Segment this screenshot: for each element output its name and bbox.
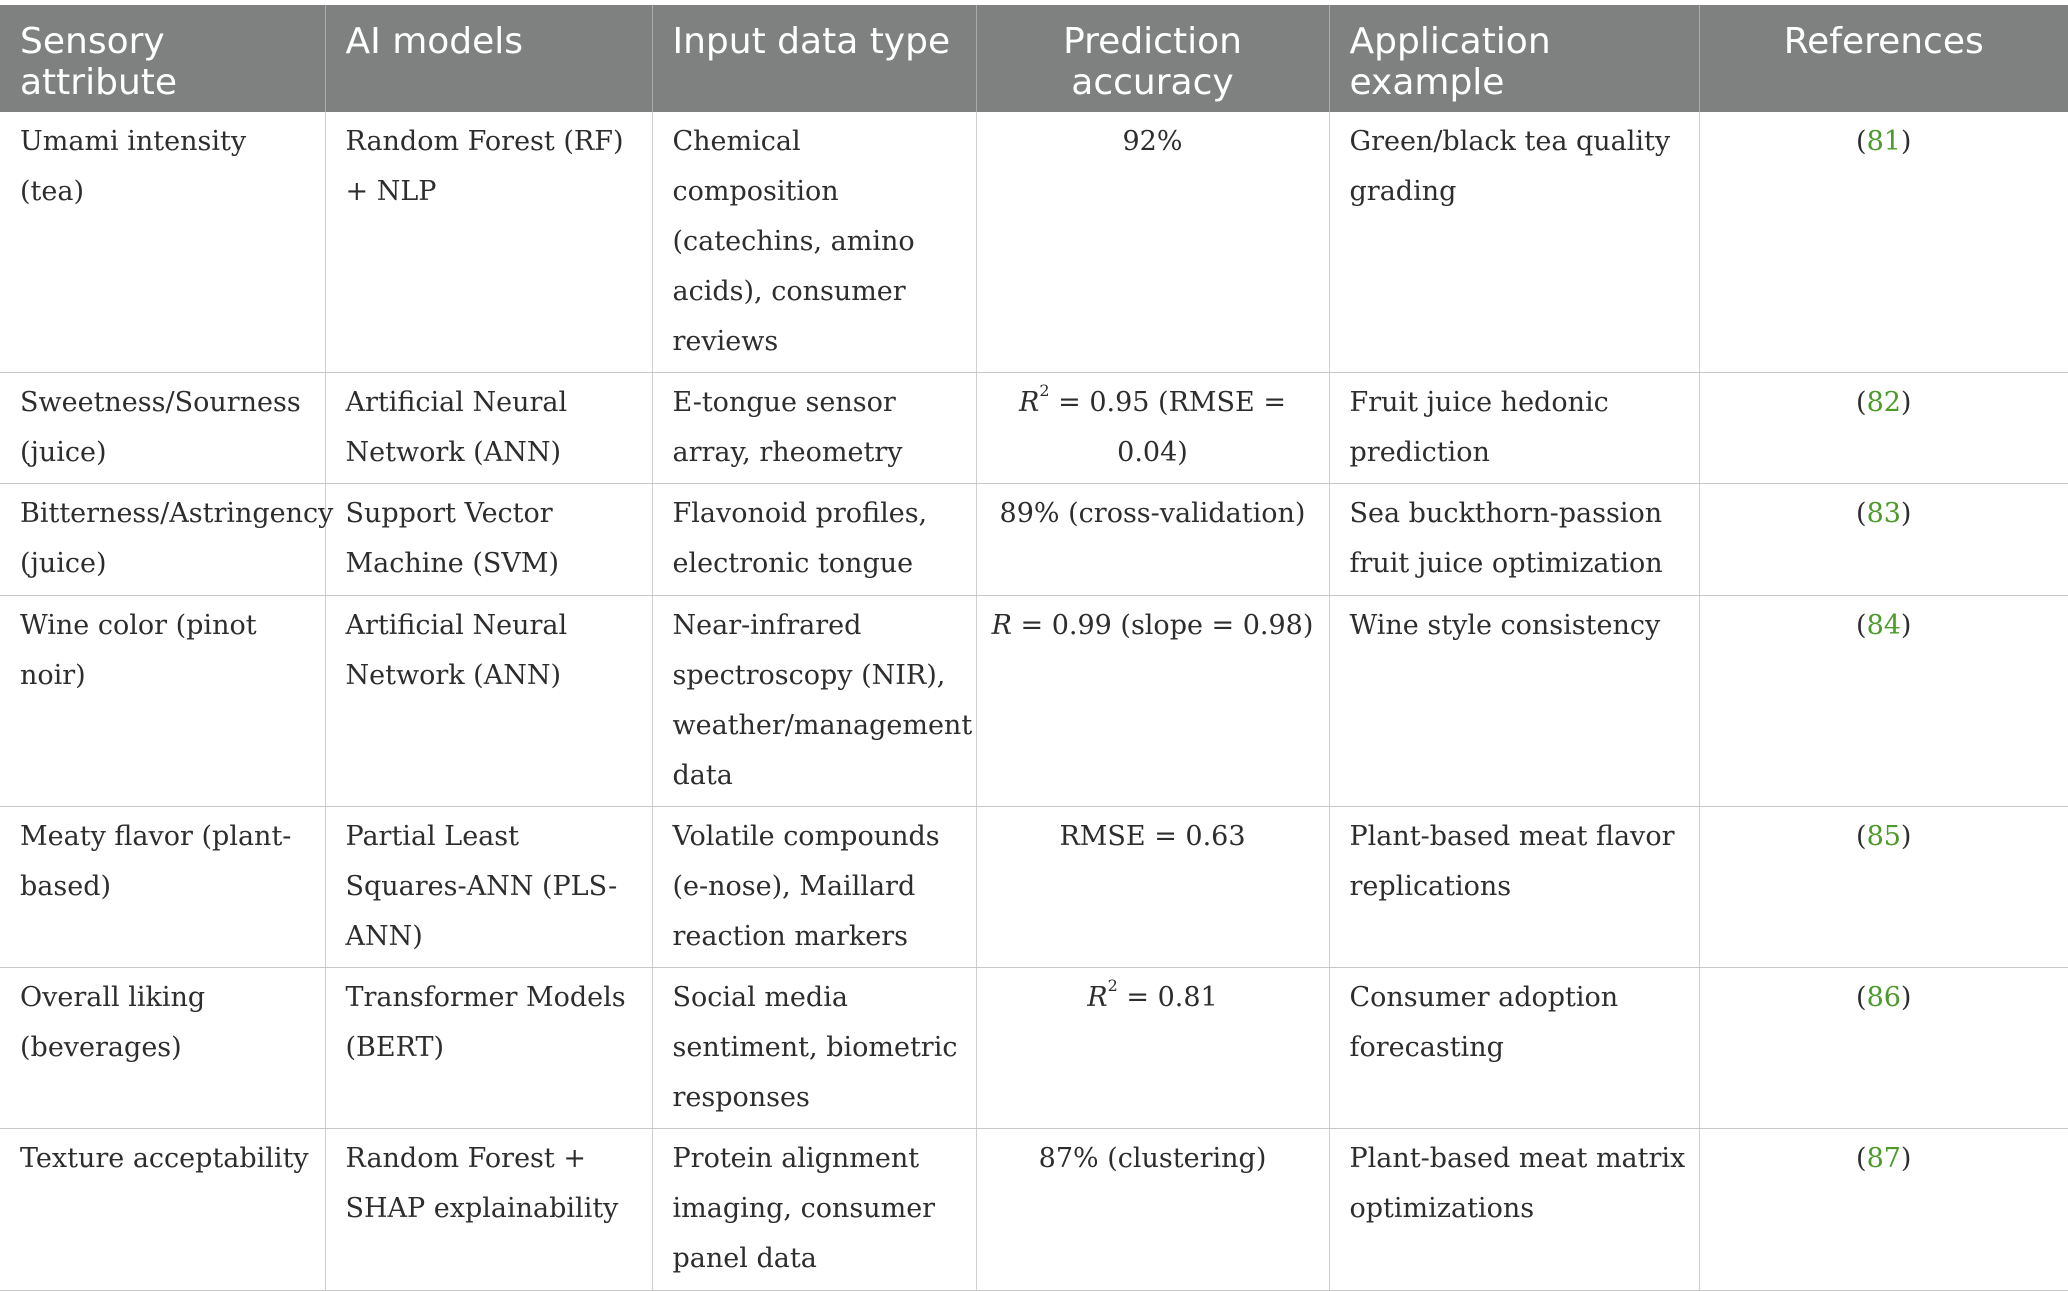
cell-input-data-type: Social media sentiment, biometric responses xyxy=(652,968,976,1129)
cell-input-data-type: Protein alignment imaging, consumer panel data xyxy=(652,1129,976,1291)
table-row xyxy=(0,596,2068,807)
accuracy-symbol: R xyxy=(1087,982,1108,1013)
reference-link[interactable]: 81 xyxy=(1866,126,1901,157)
table-header xyxy=(0,5,2068,112)
header-references: References xyxy=(1699,5,2068,112)
cell-application-example: Plant-based meat flavor replications xyxy=(1329,807,1699,968)
cell-reference: (86) xyxy=(1699,968,2068,1129)
accuracy-symbol: R xyxy=(991,610,1012,641)
cell-reference: (85) xyxy=(1699,807,2068,968)
accuracy-value: = 0.99 (slope = 0.98) xyxy=(1011,610,1314,641)
cell-application-example: Green/black tea quality grading xyxy=(1329,112,1699,373)
cell-sensory-attribute: Sweetness/Sourness (juice) xyxy=(0,373,325,484)
cell-ai-model: Random Forest (RF) + NLP xyxy=(325,112,652,373)
header-input-data-type: Input data type xyxy=(652,5,976,112)
cell-application-example: Consumer adoption forecasting xyxy=(1329,968,1699,1129)
reference-link[interactable]: 85 xyxy=(1866,821,1901,852)
reference-link[interactable]: 82 xyxy=(1866,387,1901,418)
cell-sensory-attribute: Texture acceptability xyxy=(0,1129,325,1291)
cell-ai-model: Support Vector Machine (SVM) xyxy=(325,484,652,596)
cell-application-example: Wine style consistency xyxy=(1329,596,1699,807)
cell-sensory-attribute: Bitterness/Astringency (juice) xyxy=(0,484,325,596)
header-ai-models: AI models xyxy=(325,5,652,112)
cell-reference: (81) xyxy=(1699,112,2068,373)
cell-input-data-type: Near-infrared spectroscopy (NIR), weather/management data xyxy=(652,596,976,807)
cell-reference: (82) xyxy=(1699,373,2068,484)
cell-sensory-attribute: Wine color (pinot noir) xyxy=(0,596,325,807)
cell-reference: (83) xyxy=(1699,484,2068,596)
cell-prediction-accuracy: 89% (cross-validation) xyxy=(976,484,1329,596)
cell-input-data-type: Chemical composition (catechins, amino acids), consumer reviews xyxy=(652,112,976,373)
cell-ai-model: Transformer Models (BERT) xyxy=(325,968,652,1129)
accuracy-value: = 0.81 xyxy=(1117,982,1218,1013)
accuracy-superscript: 2 xyxy=(1039,381,1050,400)
cell-input-data-type: Volatile compounds (e-nose), Maillard reaction markers xyxy=(652,807,976,968)
cell-reference: (84) xyxy=(1699,596,2068,807)
cell-ai-model: Artificial Neural Network (ANN) xyxy=(325,596,652,807)
cell-input-data-type: E-tongue sensor array, rheometry xyxy=(652,373,976,484)
cell-prediction-accuracy xyxy=(976,373,1329,484)
reference-link[interactable]: 84 xyxy=(1866,610,1901,641)
cell-prediction-accuracy: 92% xyxy=(976,112,1329,373)
table-row xyxy=(0,112,2068,373)
cell-reference: (87) xyxy=(1699,1129,2068,1291)
cell-prediction-accuracy: 87% (clustering) xyxy=(976,1129,1329,1291)
cell-sensory-attribute: Umami intensity (tea) xyxy=(0,112,325,373)
ai-sensory-prediction-table xyxy=(0,5,2068,1291)
cell-ai-model: Random Forest + SHAP explainability xyxy=(325,1129,652,1291)
accuracy-value: = 0.95 (RMSE = 0.04) xyxy=(1049,387,1286,468)
table-row xyxy=(0,1129,2068,1291)
cell-application-example: Sea buckthorn-passion fruit juice optimization xyxy=(1329,484,1699,596)
cell-input-data-type: Flavonoid profiles, electronic tongue xyxy=(652,484,976,596)
header-prediction-accuracy: Prediction accuracy xyxy=(976,5,1329,112)
cell-ai-model: Partial Least Squares-ANN (PLS-ANN) xyxy=(325,807,652,968)
cell-prediction-accuracy xyxy=(976,596,1329,807)
accuracy-symbol: R xyxy=(1019,387,1040,418)
cell-sensory-attribute: Meaty flavor (plant-based) xyxy=(0,807,325,968)
header-application-example: Application example xyxy=(1329,5,1699,112)
accuracy-superscript: 2 xyxy=(1107,976,1118,995)
cell-prediction-accuracy xyxy=(976,968,1329,1129)
header-row xyxy=(0,5,2068,112)
cell-application-example: Fruit juice hedonic prediction xyxy=(1329,373,1699,484)
table-row xyxy=(0,373,2068,484)
table-row xyxy=(0,968,2068,1129)
table-row xyxy=(0,484,2068,596)
cell-prediction-accuracy: RMSE = 0.63 xyxy=(976,807,1329,968)
cell-application-example: Plant-based meat matrix optimizations xyxy=(1329,1129,1699,1291)
table-row xyxy=(0,807,2068,968)
reference-link[interactable]: 87 xyxy=(1866,1143,1901,1174)
cell-sensory-attribute: Overall liking (beverages) xyxy=(0,968,325,1129)
reference-link[interactable]: 83 xyxy=(1866,498,1901,529)
reference-link[interactable]: 86 xyxy=(1866,982,1901,1013)
cell-ai-model: Artificial Neural Network (ANN) xyxy=(325,373,652,484)
header-sensory-attribute: Sensory attribute xyxy=(0,5,325,112)
table-body xyxy=(0,112,2068,1291)
